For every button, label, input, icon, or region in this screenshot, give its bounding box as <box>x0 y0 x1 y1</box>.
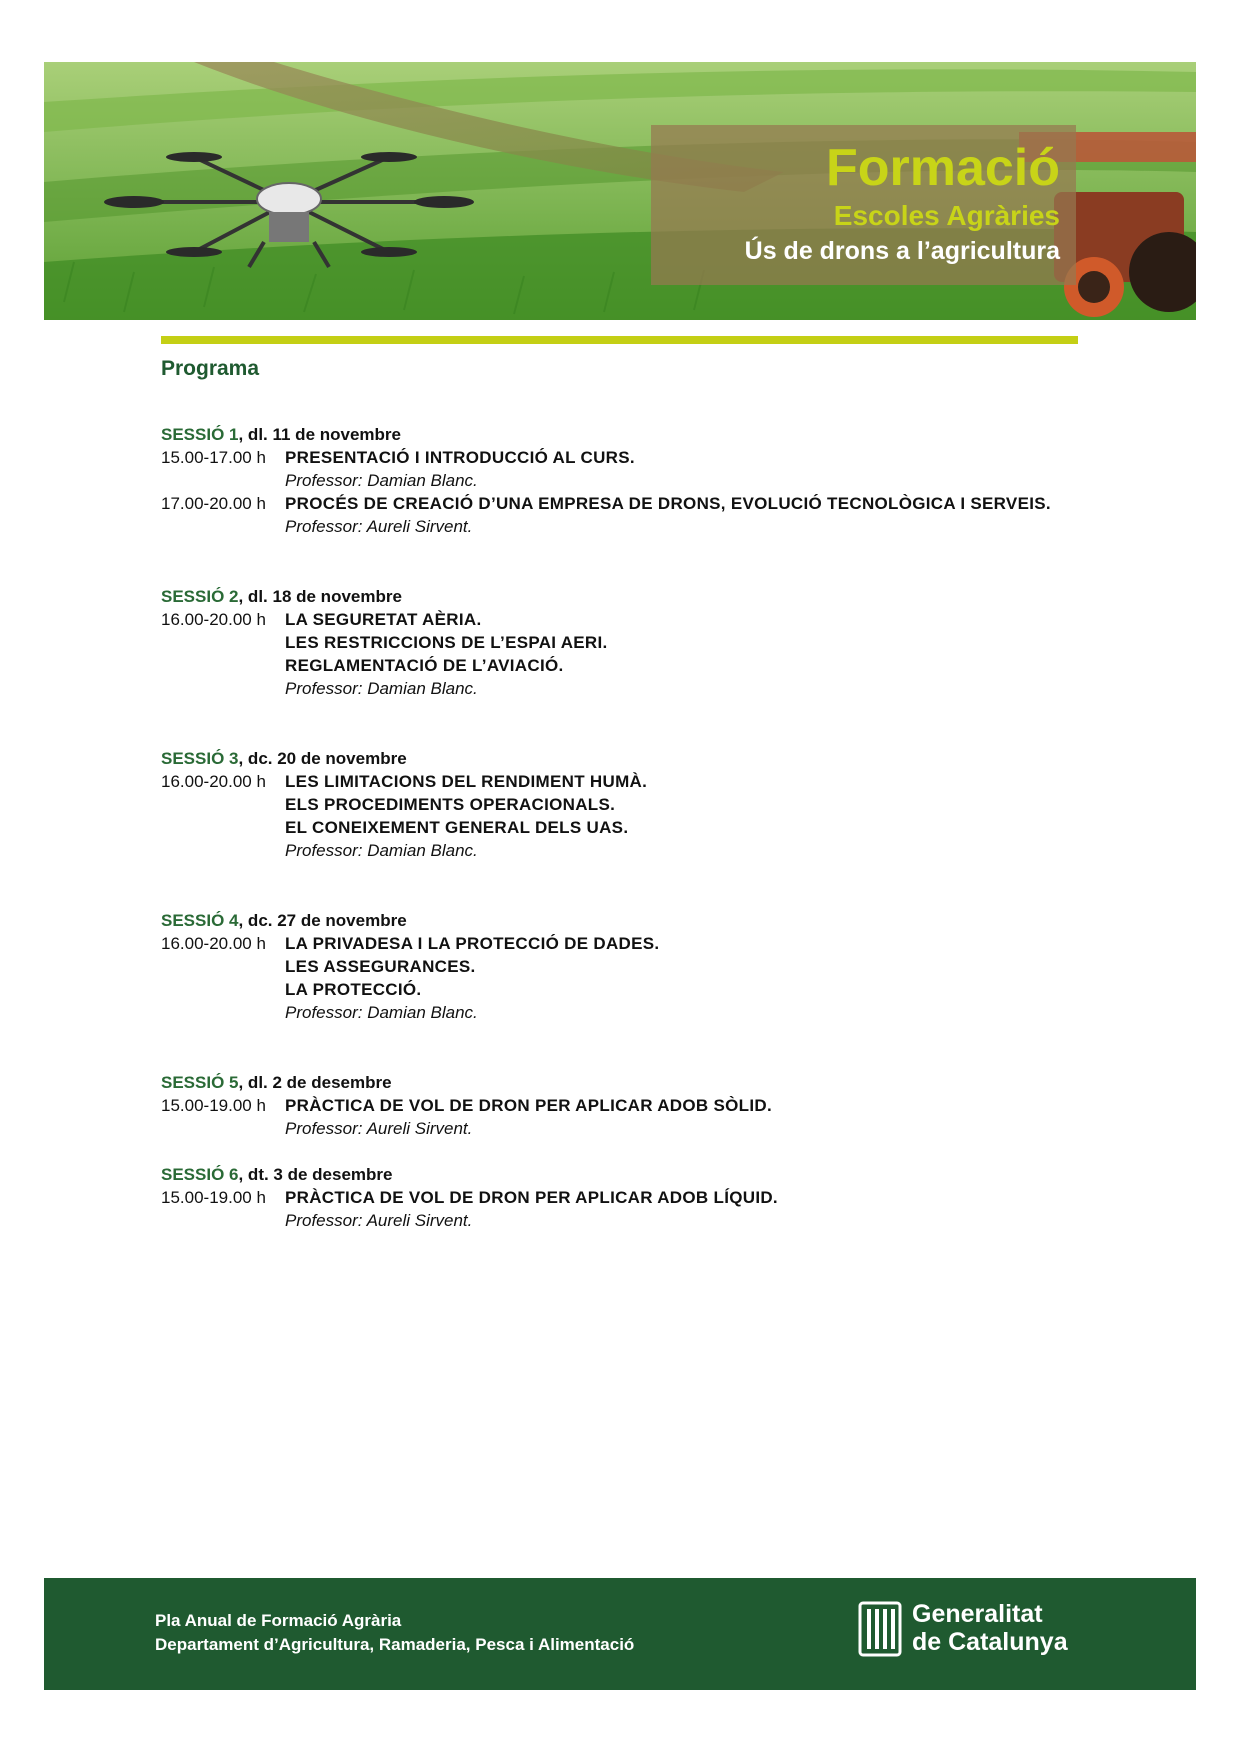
session-label: SESSIÓ 6 <box>161 1165 239 1184</box>
session-slot <box>161 608 1081 700</box>
slot-professor: Professor: Damian Blanc. <box>285 841 478 860</box>
footer-plan: Pla Anual de Formació Agrària <box>155 1611 402 1630</box>
header-banner <box>44 62 1196 320</box>
slot-topic: LA PRIVADESA I LA PROTECCIÓ DE DADES. <box>285 934 660 953</box>
session-label: SESSIÓ 5 <box>161 1073 239 1092</box>
session-slot <box>161 1094 1081 1140</box>
session-date: , dl. 2 de desembre <box>238 1073 392 1092</box>
slot-time: 15.00-19.00 h <box>161 1188 266 1207</box>
session-1 <box>161 423 1081 538</box>
slot-professor: Professor: Aureli Sirvent. <box>285 1119 473 1138</box>
session-slot <box>161 492 1081 538</box>
slot-time: 16.00-20.00 h <box>161 772 266 791</box>
session-date: , dl. 18 de novembre <box>238 587 402 606</box>
session-label: SESSIÓ 4 <box>161 911 239 930</box>
generalitat-wordmark <box>912 1600 1068 1656</box>
slot-professor: Professor: Aureli Sirvent. <box>285 1211 473 1230</box>
slot-topic: ELS PROCEDIMENTS OPERACIONALS. <box>285 795 616 814</box>
program-heading: Programa <box>161 357 260 380</box>
slot-topic: PRÀCTICA DE VOL DE DRON PER APLICAR ADOB LÍQUID. <box>285 1188 778 1207</box>
brand-line-2: de Catalunya <box>912 1628 1068 1656</box>
slot-professor: Professor: Damian Blanc. <box>285 471 478 490</box>
banner-course-title: Ús de drons a l’agricultura <box>744 237 1060 265</box>
session-header <box>161 1163 1081 1186</box>
session-slot <box>161 1186 1081 1232</box>
session-2 <box>161 585 1081 700</box>
slot-topic: LA PROTECCIÓ. <box>285 980 422 999</box>
slot-topic: REGLAMENTACIÓ DE L’AVIACIÓ. <box>285 656 564 675</box>
accent-divider <box>161 336 1078 344</box>
session-3 <box>161 747 1081 862</box>
slot-topic: PROCÉS DE CREACIÓ D’UNA EMPRESA DE DRONS, EVOLUCIÓ TECNOLÒGICA I SERVEIS. <box>285 494 1051 513</box>
session-5 <box>161 1071 1081 1140</box>
slot-time: 16.00-20.00 h <box>161 610 266 629</box>
footer <box>44 1578 1196 1690</box>
brand-line-1: Generalitat <box>912 1600 1043 1628</box>
session-slot <box>161 770 1081 862</box>
slot-professor: Professor: Aureli Sirvent. <box>285 517 473 536</box>
slot-topic: LES LIMITACIONS DEL RENDIMENT HUMÀ. <box>285 772 648 791</box>
footer-text <box>155 1609 634 1657</box>
session-slot <box>161 932 1081 1024</box>
generalitat-emblem-icon <box>858 1601 902 1657</box>
session-date: , dt. 3 de desembre <box>238 1165 393 1184</box>
session-label: SESSIÓ 1 <box>161 425 239 444</box>
slot-topic: PRÀCTICA DE VOL DE DRON PER APLICAR ADOB SÒLID. <box>285 1096 772 1115</box>
banner-title: Formació <box>825 139 1060 197</box>
slot-time: 17.00-20.00 h <box>161 494 266 513</box>
banner-title-box <box>651 125 1076 285</box>
slot-topic: EL CONEIXEMENT GENERAL DELS UAS. <box>285 818 629 837</box>
session-4 <box>161 909 1081 1024</box>
session-date: , dc. 20 de novembre <box>238 749 407 768</box>
session-header <box>161 585 1081 608</box>
session-date: , dc. 27 de novembre <box>238 911 407 930</box>
footer-department: Departament d’Agricultura, Ramaderia, Pesca i Alimentació <box>155 1635 635 1654</box>
slot-time: 15.00-19.00 h <box>161 1096 266 1115</box>
slot-topic: LES ASSEGURANCES. <box>285 957 476 976</box>
session-label: SESSIÓ 3 <box>161 749 239 768</box>
slot-time: 16.00-20.00 h <box>161 934 266 953</box>
session-6 <box>161 1163 1081 1232</box>
session-header <box>161 909 1081 932</box>
slot-time: 15.00-17.00 h <box>161 448 266 467</box>
slot-professor: Professor: Damian Blanc. <box>285 1003 478 1022</box>
session-label: SESSIÓ 2 <box>161 587 239 606</box>
slot-topic: LA SEGURETAT AÈRIA. <box>285 610 482 629</box>
session-header <box>161 423 1081 446</box>
slot-topic: PRESENTACIÓ I INTRODUCCIÓ AL CURS. <box>285 448 635 467</box>
session-header <box>161 1071 1081 1094</box>
session-date: , dl. 11 de novembre <box>238 425 401 444</box>
slot-professor: Professor: Damian Blanc. <box>285 679 478 698</box>
session-slot <box>161 446 1081 492</box>
slot-topic: LES RESTRICCIONS DE L’ESPAI AERI. <box>285 633 608 652</box>
banner-subtitle: Escoles Agràries <box>833 200 1060 231</box>
session-header <box>161 747 1081 770</box>
